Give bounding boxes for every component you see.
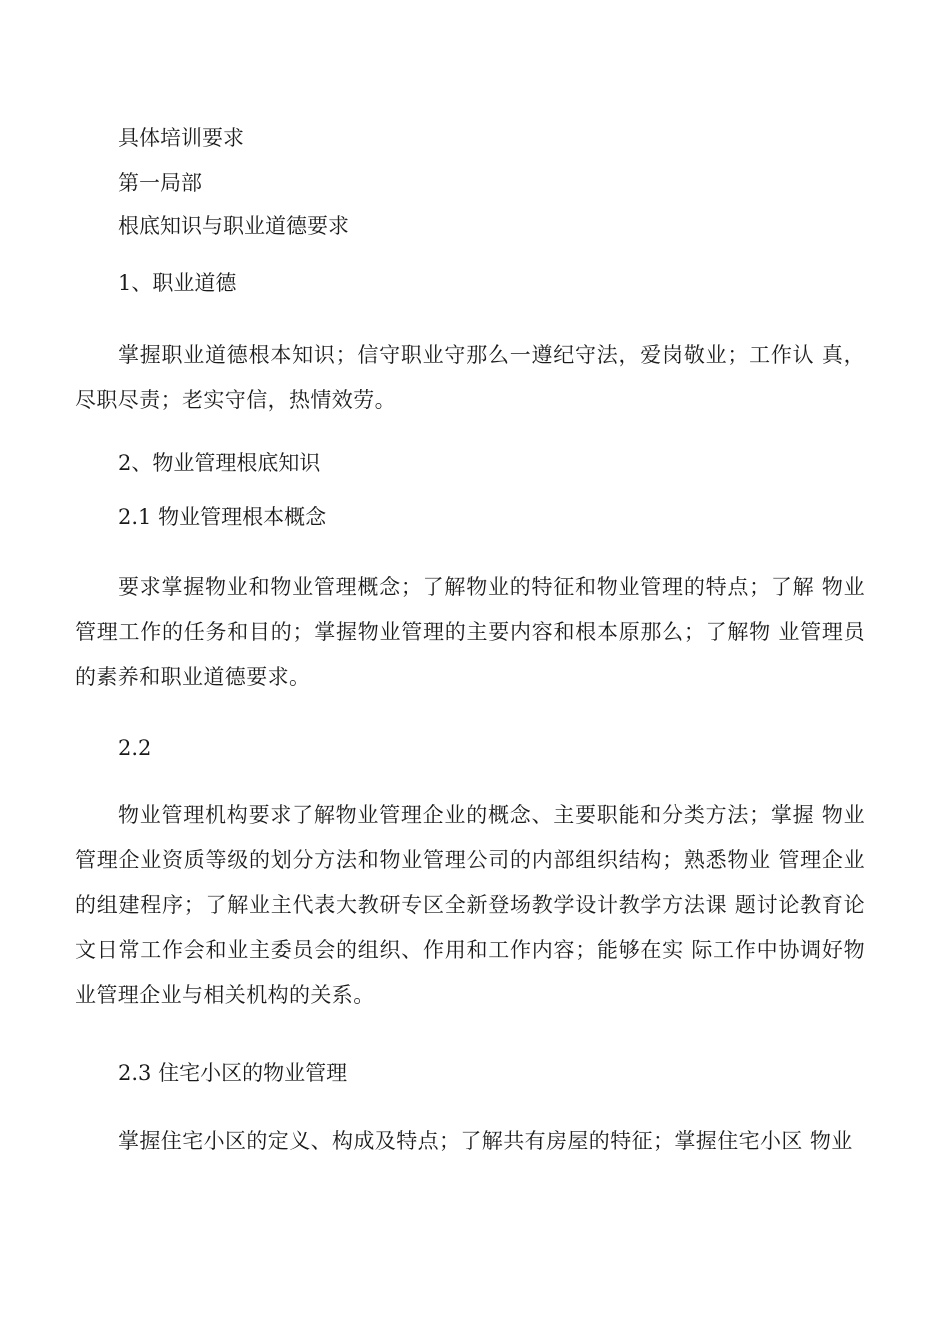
heading-basic-knowledge: 根底知识与职业道德要求 bbox=[118, 214, 349, 238]
section-1-title: 1、职业道德 bbox=[118, 271, 237, 295]
heading-part: 第一局部 bbox=[118, 171, 202, 195]
section-2-2-title: 2.2 bbox=[118, 736, 152, 760]
heading-training: 具体培训要求 bbox=[118, 126, 244, 150]
paragraph-2-1: 要求掌握物业和物业管理概念；了解物业的特征和物业管理的特点；了解 物业管理工作的任务和目的；掌握物业管理的主要内容和根本原那么；了解物 业管理员的素养和职业道德要求。 bbox=[75, 575, 865, 689]
paragraph-2-3: 掌握住宅小区的定义、构成及特点；了解共有房屋的特征；掌握住宅小区 物业 bbox=[118, 1129, 853, 1153]
paragraph-1: 掌握职业道德根本知识；信守职业守那么一遵纪守法，爱岗敬业；工作认 真，尽职尽责；老实守信，热情效劳。 bbox=[75, 343, 865, 412]
section-2-3-title: 2.3 住宅小区的物业管理 bbox=[118, 1061, 348, 1085]
section-2-title: 2、物业管理根底知识 bbox=[118, 451, 321, 475]
section-2-1-title: 2.1 物业管理根本概念 bbox=[118, 505, 327, 529]
paragraph-2-2: 物业管理机构要求了解物业管理企业的概念、主要职能和分类方法；掌握 物业管理企业资质等级的划分方法和物业管理公司的内部组织结构；熟悉物业 管理企业的组建程序；了解业主代表大教研专区全新登场教学设计教学方法课 题讨论教育论文日常工作会和业主委员会的组织、作用和工作内容；能够在实 际工作中协调好物业管理企业与相关机构的关系。 bbox=[75, 803, 865, 1007]
